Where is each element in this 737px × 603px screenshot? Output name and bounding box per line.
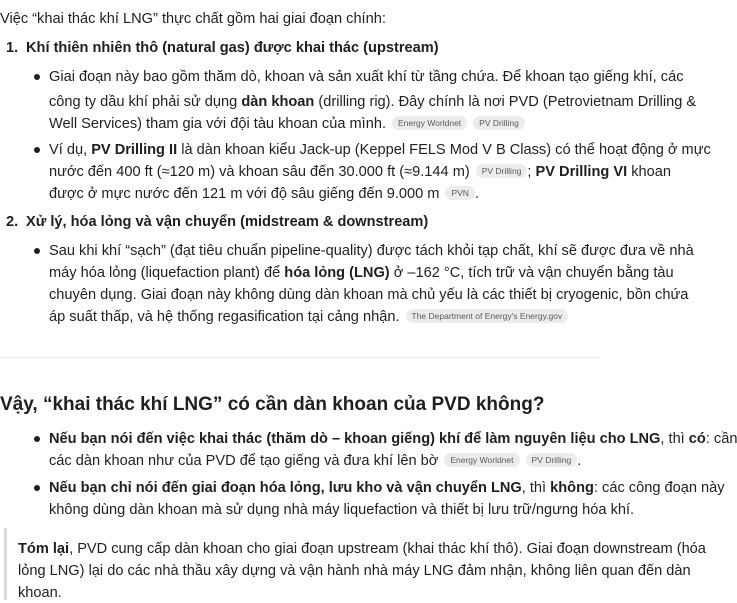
section-1-number: 1.	[6, 40, 19, 56]
summary-quote-bar	[4, 528, 7, 600]
question-heading: Vậy, “khai thác khí LNG” có cần dàn khoan của PVD không?	[0, 394, 545, 415]
section-2-title: Xử lý, hóa lỏng và vận chuyển (midstream & downstream)	[26, 214, 429, 230]
summary-line2: lỏng LNG) lại do các nhà thầu xây dựng và vận hành nhà máy LNG đảm nhận, không liên quan đến dàn	[18, 563, 691, 579]
bullet-dot	[34, 248, 40, 254]
s1-b1-line1: Giai đoạn này bao gồm thăm dò, khoan và sản xuất khí từ tầng chứa. Để khoan tạo giếng khí, các	[49, 69, 684, 85]
source-chip-energy-gov[interactable]: The Department of Energy's Energy.gov	[406, 309, 569, 323]
s2-b1-line4: áp suất thấp, và hệ thống regasification tại cảng nhận. The Department of Energy's Energy.gov	[49, 307, 568, 327]
bullet-dot	[34, 74, 40, 80]
divider	[0, 357, 600, 358]
s1-b2-line1: Ví dụ, PV Drilling II là dàn khoan kiểu Jack-up (Keppel FELS Mod V B Class) có thể hoạt động ở mực	[49, 142, 711, 158]
section-1-title: Khí thiên nhiên thô (natural gas) được khai thác (upstream)	[26, 40, 439, 56]
source-chip-energy-worldnet[interactable]: Energy Worldnet	[444, 453, 519, 467]
section-2-heading	[6, 212, 428, 232]
intro-text: Việc “khai thác khí LNG” thực chất gồm hai giai đoạn chính:	[0, 11, 386, 27]
source-chip-pv-drilling[interactable]: PV Drilling	[526, 453, 578, 467]
s2-b1-line1: Sau khi khí “sạch” (đạt tiêu chuẩn pipeline-quality) được tách khỏi tạp chất, khí sẽ được đưa về nhà	[49, 243, 694, 259]
s2-b1-line2: máy hóa lỏng (liquefaction plant) để hóa lỏng (LNG) ở –162 °C, tích trữ và vận chuyển bằng tàu	[49, 265, 674, 281]
source-chip-energy-worldnet[interactable]: Energy Worldnet	[392, 116, 467, 130]
source-chip-pvn[interactable]: PVN	[445, 186, 474, 200]
s2-b1-line3: chuyên dụng. Giai đoạn này không dùng dàn khoan mà chủ yếu là các thiết bị cryogenic, bồn chứa	[49, 287, 689, 303]
answer-b2-line1: Nếu bạn chỉ nói đến giai đoạn hóa lỏng, lưu kho và vận chuyển LNG, thì không: các công đoạn này	[49, 480, 725, 496]
lng-term: hóa lỏng (LNG)	[284, 265, 390, 281]
section-2-number: 2.	[6, 214, 19, 230]
answer-b1-line2: các dàn khoan như của PVD để tạo giếng và đưa khí lên bờ Energy Worldnet PV Drilling .	[49, 453, 582, 469]
bullet-dot	[34, 485, 40, 491]
section-1-heading	[6, 38, 439, 58]
answer-b1-line1: Nếu bạn nói đến việc khai thác (thăm dò – khoan giếng) khí để làm nguyên liệu cho LNG, thì có: cần	[49, 431, 737, 447]
summary-line1: Tóm lại, PVD cung cấp dàn khoan cho giai đoạn upstream (khai thác khí thô). Giai đoạn downstream (hóa	[18, 541, 706, 557]
bullet-dot	[34, 147, 40, 153]
drilling-rig-term: dàn khoan	[241, 94, 315, 110]
s1-b1-line3: Well Services) tham gia với đội tàu khoan của mình. Energy Worldnet PV Drilling	[49, 114, 525, 134]
bullet-dot	[34, 436, 40, 442]
s1-b1-line2: công ty dầu khí phải sử dụng dàn khoan (drilling rig). Đây chính là nơi PVD (Petrovietnam Drilling &	[49, 94, 697, 110]
s1-b2-line3: được ở mực nước đến 121 m với độ sâu giếng đến 9.000 m PVN .	[49, 186, 480, 202]
answer-b2-line2: không dùng dàn khoan mà sử dụng nhà máy liquefaction và thiết bị lưu trữ/ngưng hóa khí.	[49, 502, 635, 518]
source-chip-pv-drilling[interactable]: PV Drilling	[473, 116, 525, 130]
summary-line3: khoan.	[18, 585, 62, 601]
s1-b2-line2: nước đến 400 ft (≈120 m) và khoan sâu đến 30.000 ft (≈9.144 m) PV Drilling ; PV Drilling VI khoan	[49, 164, 671, 180]
source-chip-pv-drilling[interactable]: PV Drilling	[476, 164, 528, 178]
